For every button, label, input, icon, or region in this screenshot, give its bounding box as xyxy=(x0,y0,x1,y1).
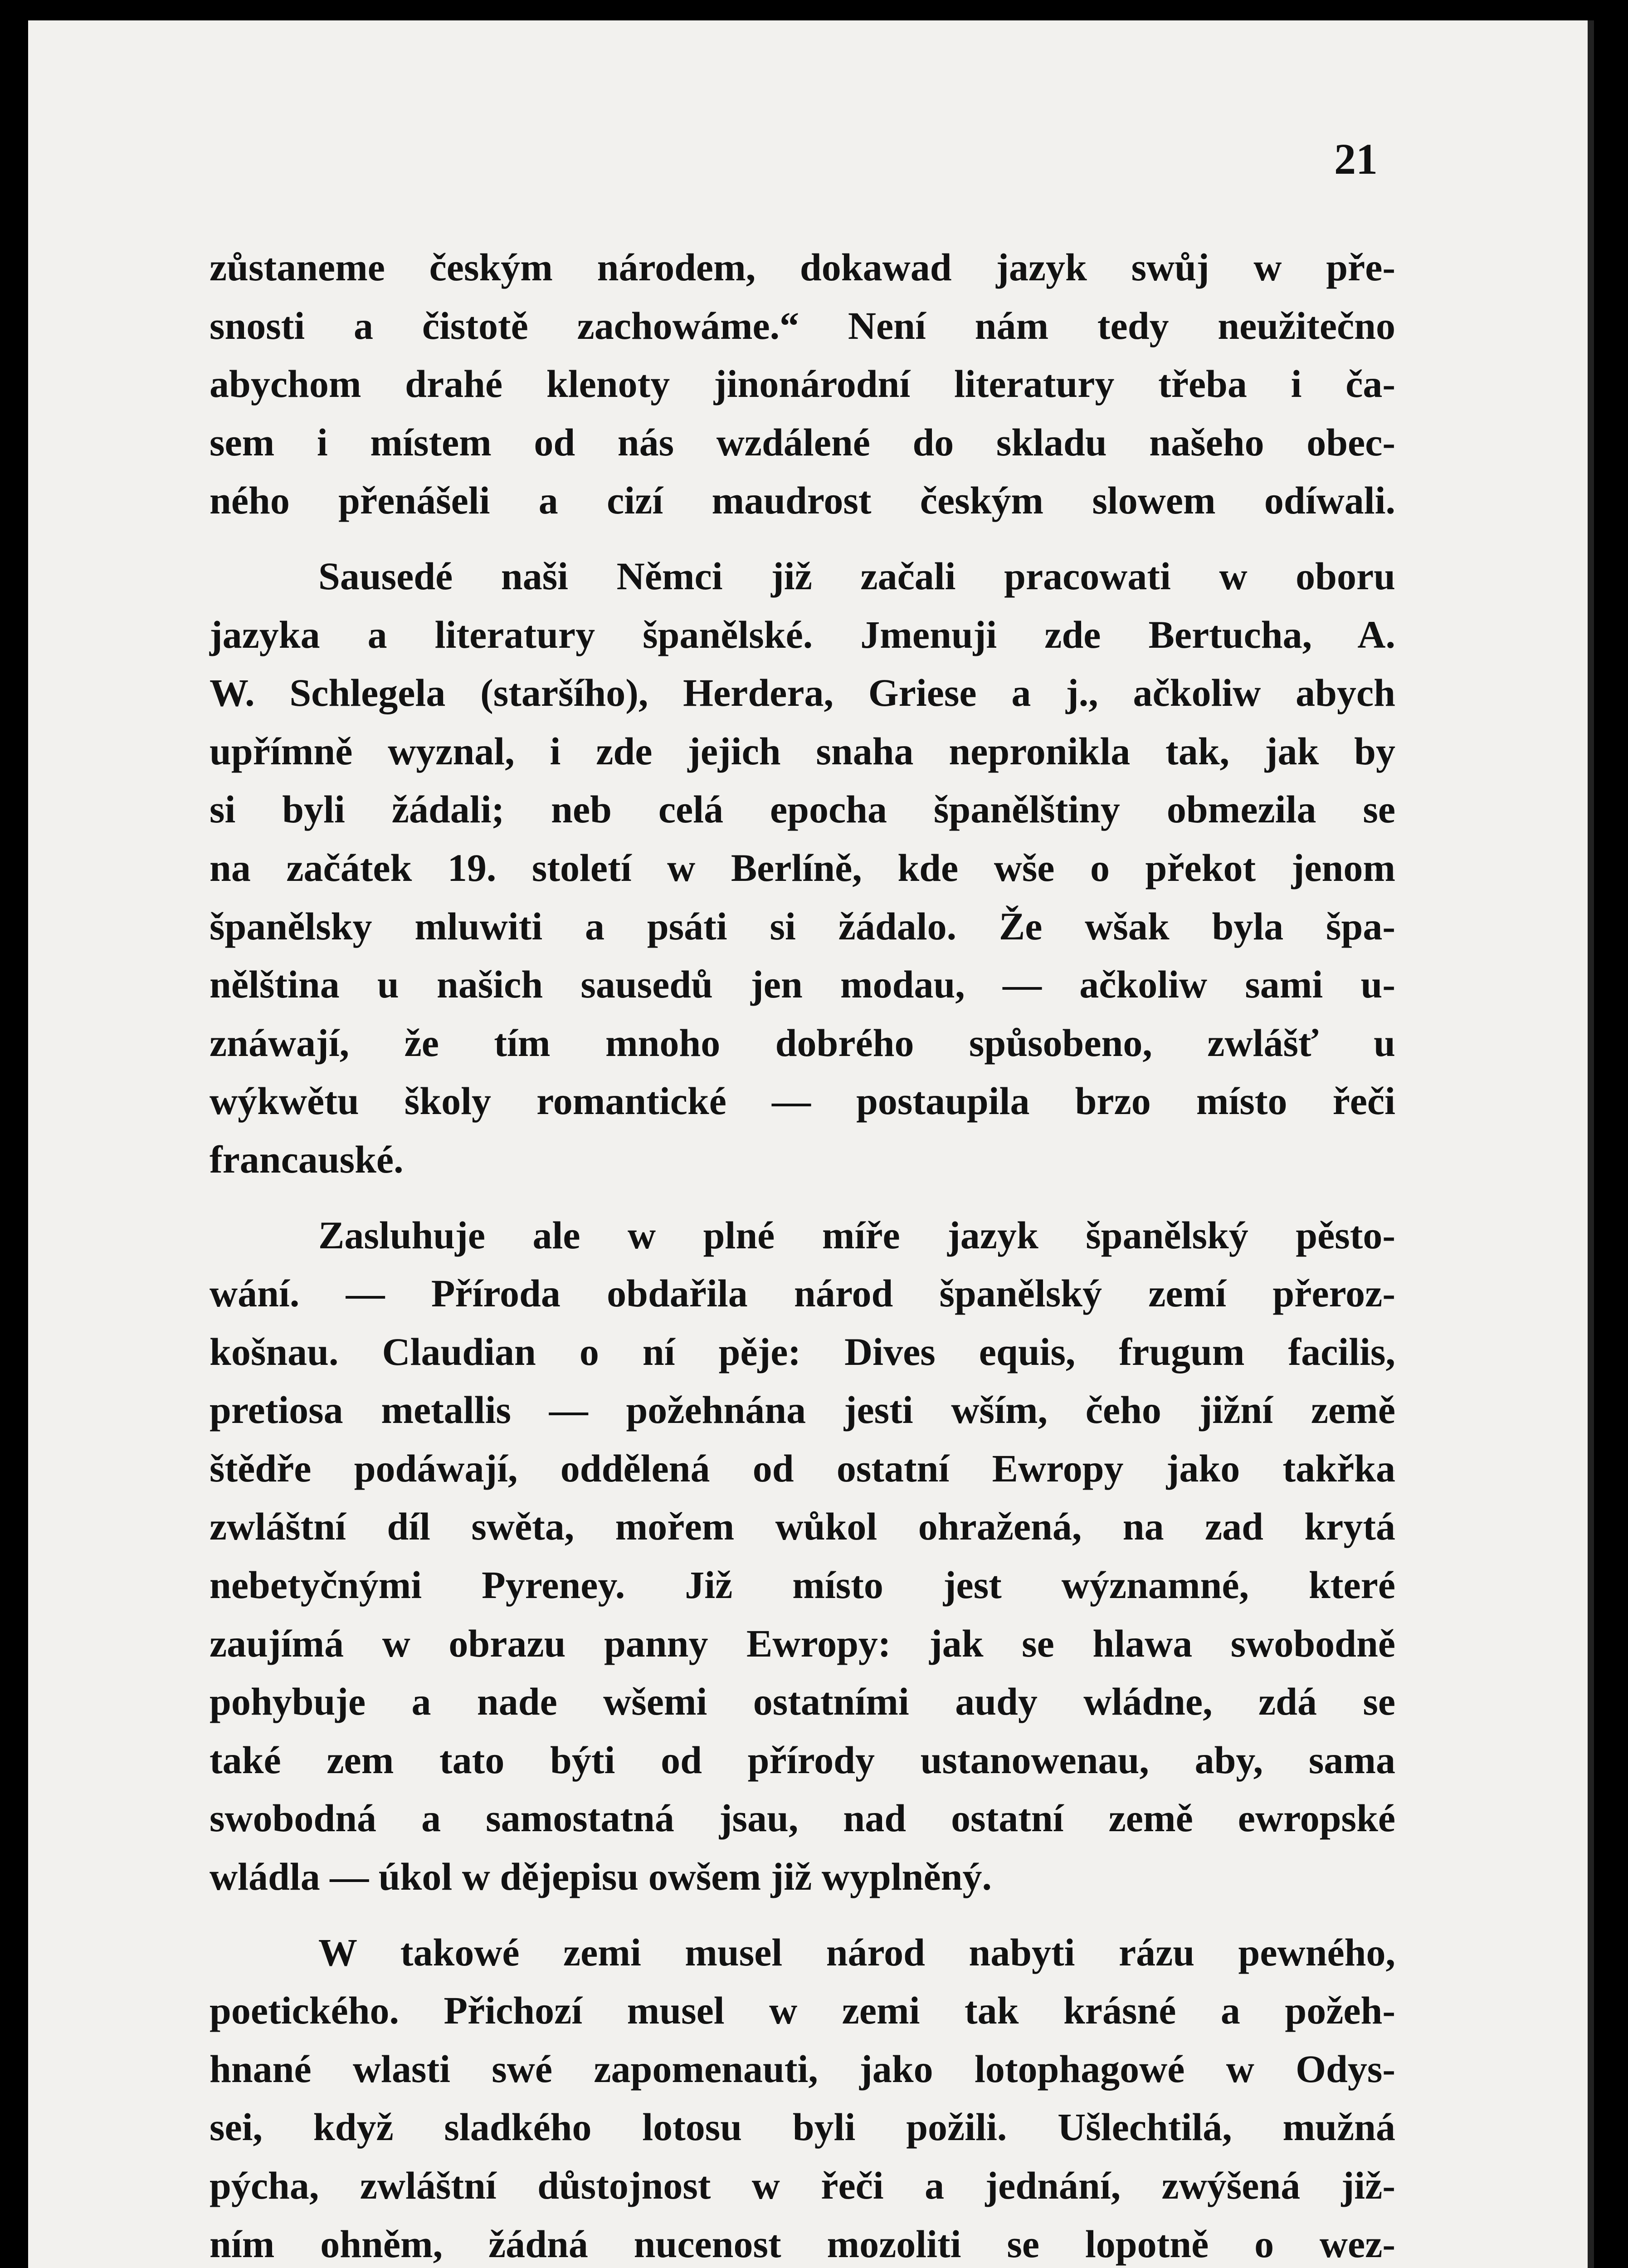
text-line: Sausedé naši Němci již začali pracowati w oboru xyxy=(318,554,1395,598)
text-line: španělsky mluwiti a psáti si žádalo. Že wšak byla špa- xyxy=(210,904,1395,948)
text-line: wýkwětu školy romantické — postaupila brzo místo řeči xyxy=(210,1079,1395,1123)
text-line: zwláštní díl swěta, mořem wůkol ohražená, na zad krytá xyxy=(210,1505,1395,1549)
text-line: zůstaneme českým národem, dokawad jazyk swůj w pře- xyxy=(210,245,1395,289)
text-line: hnané wlasti swé zapomenauti, jako lotophagowé w Odys- xyxy=(210,2047,1395,2091)
paragraph-2 xyxy=(210,547,1395,1189)
text-line: francauské. xyxy=(210,1137,404,1181)
text-line: pohybuje a nade wšemi ostatními audy wládne, zdá se xyxy=(210,1680,1395,1724)
text-line: abychom drahé klenoty jinonárodní literatury třeba i ča- xyxy=(210,362,1395,406)
paragraph-3 xyxy=(210,1206,1395,1906)
paragraph-1 xyxy=(210,238,1395,530)
text-line: košnau. Claudian o ní pěje: Dives equis, frugum facilis, xyxy=(210,1330,1395,1374)
text-line: znáwají, že tím mnoho dobrého spůsobeno, zwlášť u xyxy=(210,1021,1395,1065)
text-line: nělština u našich sausedů jen modau, — ačkoliw sami u- xyxy=(210,963,1395,1007)
page-number: 21 xyxy=(1334,135,1378,183)
text-line: pretiosa metallis — požehnána jesti wším, čeho jižní země xyxy=(210,1388,1395,1432)
text-line: ním ohněm, žádná nucenost mozoliti se lopotně o wez- xyxy=(210,2222,1395,2266)
text-line: štědře podáwají, oddělená od ostatní Ewropy jako takřka xyxy=(210,1446,1395,1490)
text-line: swobodná a samostatná jsau, nad ostatní země ewropské xyxy=(210,1796,1395,1840)
text-line: také zem tato býti od přírody ustanowenau, aby, sama xyxy=(210,1738,1395,1782)
body-text xyxy=(210,238,1395,2268)
text-line: wání. — Příroda obdařila národ španělský zemí přeroz- xyxy=(210,1271,1395,1315)
text-line: si byli žádali; neb celá epocha španělštiny obmezila se xyxy=(210,787,1395,831)
text-line: zaujímá w obrazu panny Ewropy: jak se hlawa swobodně xyxy=(210,1621,1395,1665)
text-line: poetického. Přichozí musel w zemi tak krásné a požeh- xyxy=(210,1989,1395,2033)
text-line: pýcha, zwláštní důstojnost w řeči a jednání, zwýšená již- xyxy=(210,2164,1395,2207)
text-line: Zasluhuje ale w plné míře jazyk španělský pěsto- xyxy=(318,1213,1395,1257)
text-line: nebetyčnými Pyreney. Již místo jest wýznamné, které xyxy=(210,1563,1395,1607)
text-line: wládla — úkol w dějepisu owšem již wyplněný. xyxy=(210,1855,992,1899)
text-line: na začátek 19. století w Berlíně, kde wše o překot jenom xyxy=(210,846,1395,890)
text-line: sei, když sladkého lotosu byli požili. Ušlechtilá, mužná xyxy=(210,2105,1395,2149)
text-line: snosti a čistotě zachowáme.“ Není nám tedy neužitečno xyxy=(210,303,1395,347)
paragraph-4 xyxy=(210,1923,1395,2268)
text-line: sem i místem od nás wzdálené do skladu našeho obec- xyxy=(210,420,1395,464)
text-line: W. Schlegela (staršího), Herdera, Griese a j., ačkoliw abych xyxy=(210,671,1395,715)
text-line: W takowé zemi musel národ nabyti rázu pewného, xyxy=(318,1930,1395,1974)
book-page xyxy=(28,20,1594,2268)
text-line: upřímně wyznal, i zde jejich snaha nepronikla tak, jak by xyxy=(210,729,1395,773)
text-line: ného přenášeli a cizí maudrost českým slowem odíwali. xyxy=(210,479,1395,523)
text-line: jazyka a literatury španělské. Jmenuji zde Bertucha, A. xyxy=(210,612,1395,656)
